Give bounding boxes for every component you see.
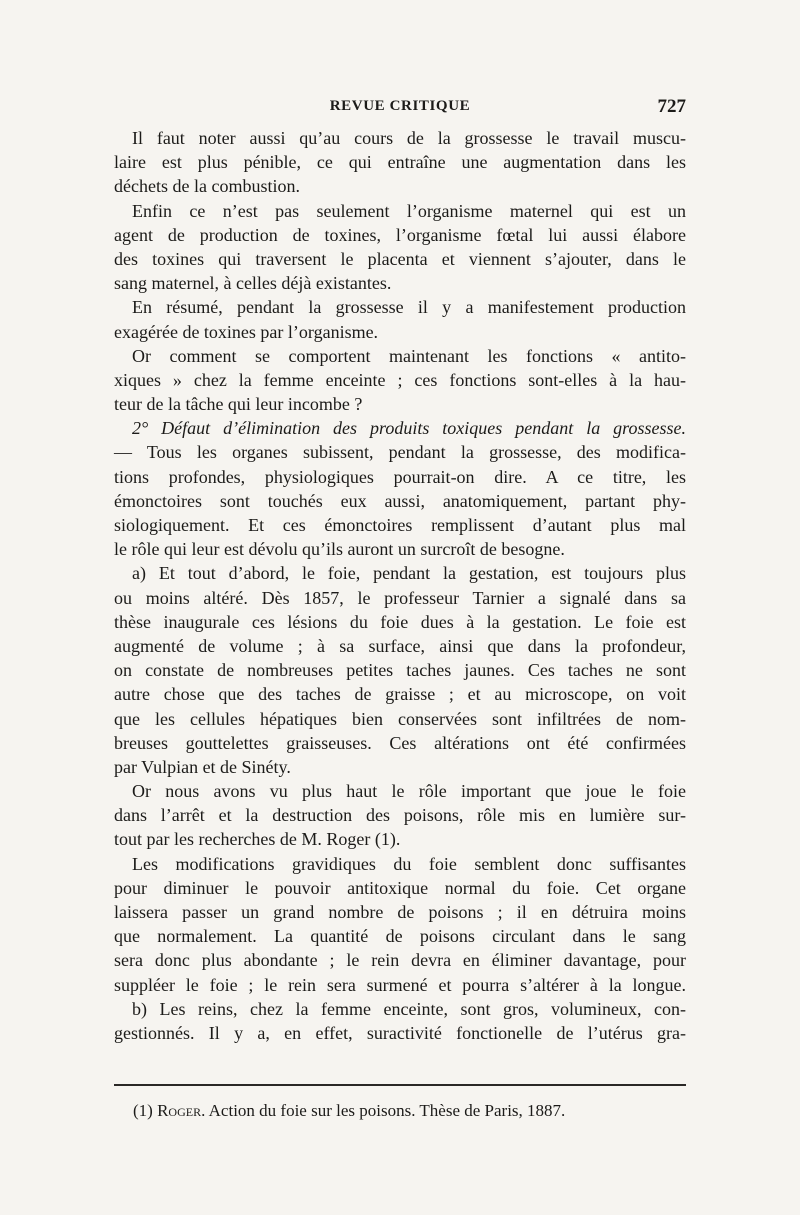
text-line: breuses gouttelettes graisseuses. Ces altérations ont été confirmées [114,732,686,753]
body-text [114,126,686,1045]
text-line: Les modifications gravidiques du foie semblent donc suffisantes [132,853,686,874]
text-line: sera donc plus abondante ; le rein devra en éliminer davantage, pour [114,950,686,971]
text-line: Or comment se comportent maintenant les fonctions « antito- [132,345,686,366]
text-line: augmenté de volume ; à sa surface, ainsi que dans la profondeur, [114,635,686,656]
text-line: dans l’arrêt et la destruction des poisons, rôle mis en lumière sur- [114,805,686,826]
text-line: ou moins altéré. Dès 1857, le professeur Tarnier a signalé dans sa [114,587,686,608]
running-head [114,98,686,122]
footnote-divider [114,1084,686,1086]
text-line: on constate de nombreuses petites taches jaunes. Ces taches ne sont [114,660,686,681]
text-line: exagérée de toxines par l’organisme. [114,321,379,342]
text-line: agent de production de toxines, l’organisme fœtal lui aussi élabore [114,224,686,245]
text-line: laire est plus pénible, ce qui entraîne une augmentation dans les [114,152,686,173]
text-line: siologiquement. Et ces émonctoires remplissent d’autant plus mal [114,515,686,535]
text-line: — Tous les organes subissent, pendant la grossesse, des modifica- [114,442,686,463]
footnote-text: . Action du foie sur les poisons. Thèse de Paris, 1887. [201,1101,566,1120]
text-line: déchets de la combustion. [114,176,300,197]
text-line: émonctoires sont touchés eux aussi, anatomiquement, partant phy- [114,490,686,511]
text-line: Enfin ce n’est pas seulement l’organisme maternel qui est un [132,200,686,221]
text-line: sang maternel, à celles déjà existantes. [114,273,392,294]
running-title: REVUE CRITIQUE [329,98,471,114]
text-line: tout par les recherches de M. Roger (1). [114,829,401,850]
text-line: autre chose que des taches de graisse ; et au microscope, on voit [114,684,686,705]
text-line: Or nous avons vu plus haut le rôle important que joue le foie [132,781,686,802]
text-line: tions profondes, physiologiques pourrait-on dire. A ce titre, les [114,466,686,487]
text-line: teur de la tâche qui leur incombe ? [114,394,363,415]
text-line: Il faut noter aussi qu’au cours de la grossesse le travail muscu- [132,128,686,148]
text-line: laissera passer un grand nombre de poisons ; il en détruira moins [114,902,686,922]
text-line: des toxines qui traversent le placenta et viennent s’ajouter, dans le [114,248,686,269]
text-line: le rôle qui leur est dévolu qu’ils auront un surcroît de besogne. [114,539,565,560]
text-line: thèse inaugurale ces lésions du foie dues à la gestation. Le foie est [114,611,686,632]
page-number: 727 [657,96,686,117]
text-line: suppléer le foie ; le rein sera surmené et pourra s’altérer à la longue. [114,974,686,995]
text-line: a) Et tout d’abord, le foie, pendant la gestation, est toujours plus [132,563,686,584]
footnote-marker: (1) [133,1101,153,1120]
text-line: xiques » chez la femme enceinte ; ces fonctions sont-elles à la hau- [114,369,686,390]
text-line: par Vulpian et de Sinéty. [114,756,291,777]
text-line: pour diminuer le pouvoir antitoxique normal du foie. Cet organe [114,877,686,898]
text-line: En résumé, pendant la grossesse il y a manifestement production [132,297,686,318]
text-line: b) Les reins, chez la femme enceinte, sont gros, volumineux, con- [132,998,686,1019]
text-line: que les cellules hépatiques bien conservées sont infiltrées de nom- [114,708,686,729]
footnote-author: Roger [157,1101,202,1120]
text-line: gestionnés. Il y a, en effet, suractivité fonctionelle de l’utérus gra- [114,1022,686,1043]
text-line: que normalement. La quantité de poisons circulant dans le sang [114,926,686,947]
footnote [133,1100,693,1122]
section-heading-line: 2° Défaut d’élimination des produits toxiques pendant la grossesse. [132,418,686,439]
